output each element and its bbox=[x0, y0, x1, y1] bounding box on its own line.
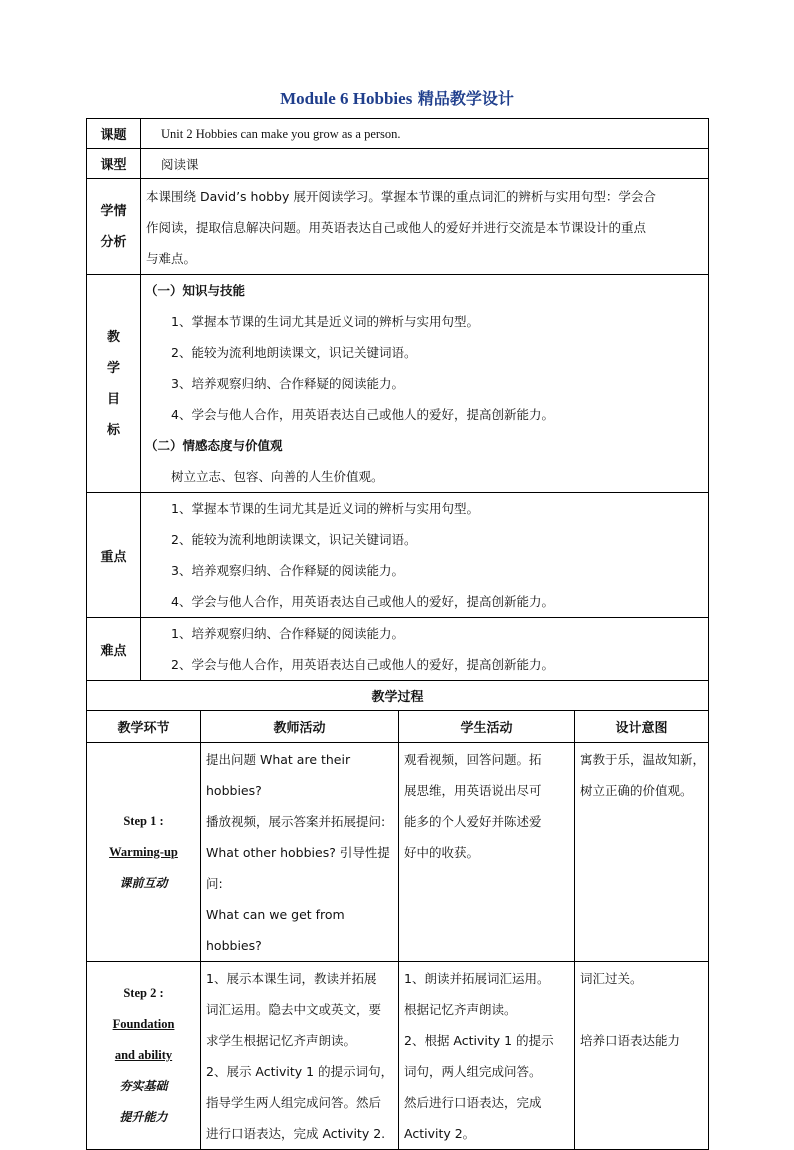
step-1-teacher: 提出问题 What are their hobbies? 播放视频，展示答案并拓展提问: What other hobbies? 引导性提问: What can we get from hobbies? bbox=[201, 743, 399, 962]
goal-item: 4、学会与他人合作，用英语表达自己或他人的爱好，提高创新能力。 bbox=[171, 407, 554, 422]
lesson-plan-table bbox=[86, 118, 709, 1150]
topic-value: Unit 2 Hobbies can make you grow as a person. bbox=[161, 126, 401, 141]
row-step-1 bbox=[87, 743, 709, 962]
difficult-item: 1、培养观察归纳、合作释疑的阅读能力。 bbox=[171, 626, 404, 641]
header-intent: 设计意图 bbox=[575, 711, 709, 743]
difficult-label: 难点 bbox=[87, 618, 141, 681]
step-1-intent: 寓教于乐，温故知新， 树立正确的价值观。 bbox=[575, 743, 709, 962]
type-value: 阅读课 bbox=[161, 156, 199, 172]
topic-label: 课题 bbox=[87, 119, 141, 149]
row-step-2 bbox=[87, 962, 709, 1150]
key-item: 1、掌握本节课的生词尤其是近义词的辨析与实用句型。 bbox=[171, 501, 479, 516]
header-stage: 教学环节 bbox=[87, 711, 201, 743]
analysis-line: 本课围绕 David’s hobby 展开阅读学习。掌握本节课的重点词汇的辨析与实用句型：学会合 bbox=[146, 189, 656, 204]
title-en: Module 6 Hobbies bbox=[280, 89, 413, 108]
step-2-student: 1、朗读并拓展词汇运用。 根据记忆齐声朗读。 2、根据 Activity 1 的提示 词句，两人组完成问答。 然后进行口语表达，完成 Activity 2。 bbox=[399, 962, 575, 1150]
header-student: 学生活动 bbox=[399, 711, 575, 743]
analysis-label: 学情 分析 bbox=[87, 179, 141, 275]
analysis-line: 与难点。 bbox=[146, 251, 197, 266]
goals-section-2: （二）情感态度与价值观 bbox=[145, 438, 283, 453]
key-item: 3、培养观察归纳、合作释疑的阅读能力。 bbox=[171, 563, 404, 578]
goals-label: 教 学 目 标 bbox=[87, 275, 141, 493]
row-topic bbox=[87, 119, 709, 149]
title-cn: 精品教学设计 bbox=[412, 89, 514, 108]
goal-item: 3、培养观察归纳、合作释疑的阅读能力。 bbox=[171, 376, 404, 391]
row-process-title bbox=[87, 681, 709, 711]
goals-section-1: （一）知识与技能 bbox=[145, 283, 246, 298]
row-key bbox=[87, 493, 709, 618]
difficult-item: 2、学会与他人合作，用英语表达自己或他人的爱好，提高创新能力。 bbox=[171, 657, 554, 672]
goal-item: 1、掌握本节课的生词尤其是近义词的辨析与实用句型。 bbox=[171, 314, 479, 329]
page-title bbox=[0, 86, 794, 109]
key-label: 重点 bbox=[87, 493, 141, 618]
row-type bbox=[87, 149, 709, 179]
row-process-headers bbox=[87, 711, 709, 743]
step-1-stage: Step 1 : Warming-up 课前互动 bbox=[87, 743, 201, 962]
goal-item: 2、能较为流利地朗读课文，识记关键词语。 bbox=[171, 345, 417, 360]
analysis-line: 作阅读，提取信息解决问题。用英语表达自己或他人的爱好并进行交流是本节课设计的重点 bbox=[146, 220, 647, 235]
step-1-student: 观看视频，回答问题。拓 展思维，用英语说出尽可 能多的个人爱好并陈述爱 好中的收获。 bbox=[399, 743, 575, 962]
type-label: 课型 bbox=[87, 149, 141, 179]
row-difficult bbox=[87, 618, 709, 681]
process-title: 教学过程 bbox=[87, 681, 709, 711]
key-item: 2、能较为流利地朗读课文，识记关键词语。 bbox=[171, 532, 417, 547]
step-2-intent: 词汇过关。 培养口语表达能力 bbox=[575, 962, 709, 1150]
row-goals bbox=[87, 275, 709, 493]
step-2-teacher: 1、展示本课生词，教读并拓展 词汇运用。隐去中文或英文，要 求学生根据记忆齐声朗读。 2、展示 Activity 1 的提示词句， 指导学生两人组完成问答。然后 进行口语表达，完成 Activity 2. bbox=[201, 962, 399, 1150]
step-2-stage: Step 2 : Foundation and ability 夯实基础 提升能力 bbox=[87, 962, 201, 1150]
header-teacher: 教师活动 bbox=[201, 711, 399, 743]
key-item: 4、学会与他人合作，用英语表达自己或他人的爱好，提高创新能力。 bbox=[171, 594, 554, 609]
goal-item: 树立立志、包容、向善的人生价值观。 bbox=[171, 469, 384, 484]
row-analysis bbox=[87, 179, 709, 275]
